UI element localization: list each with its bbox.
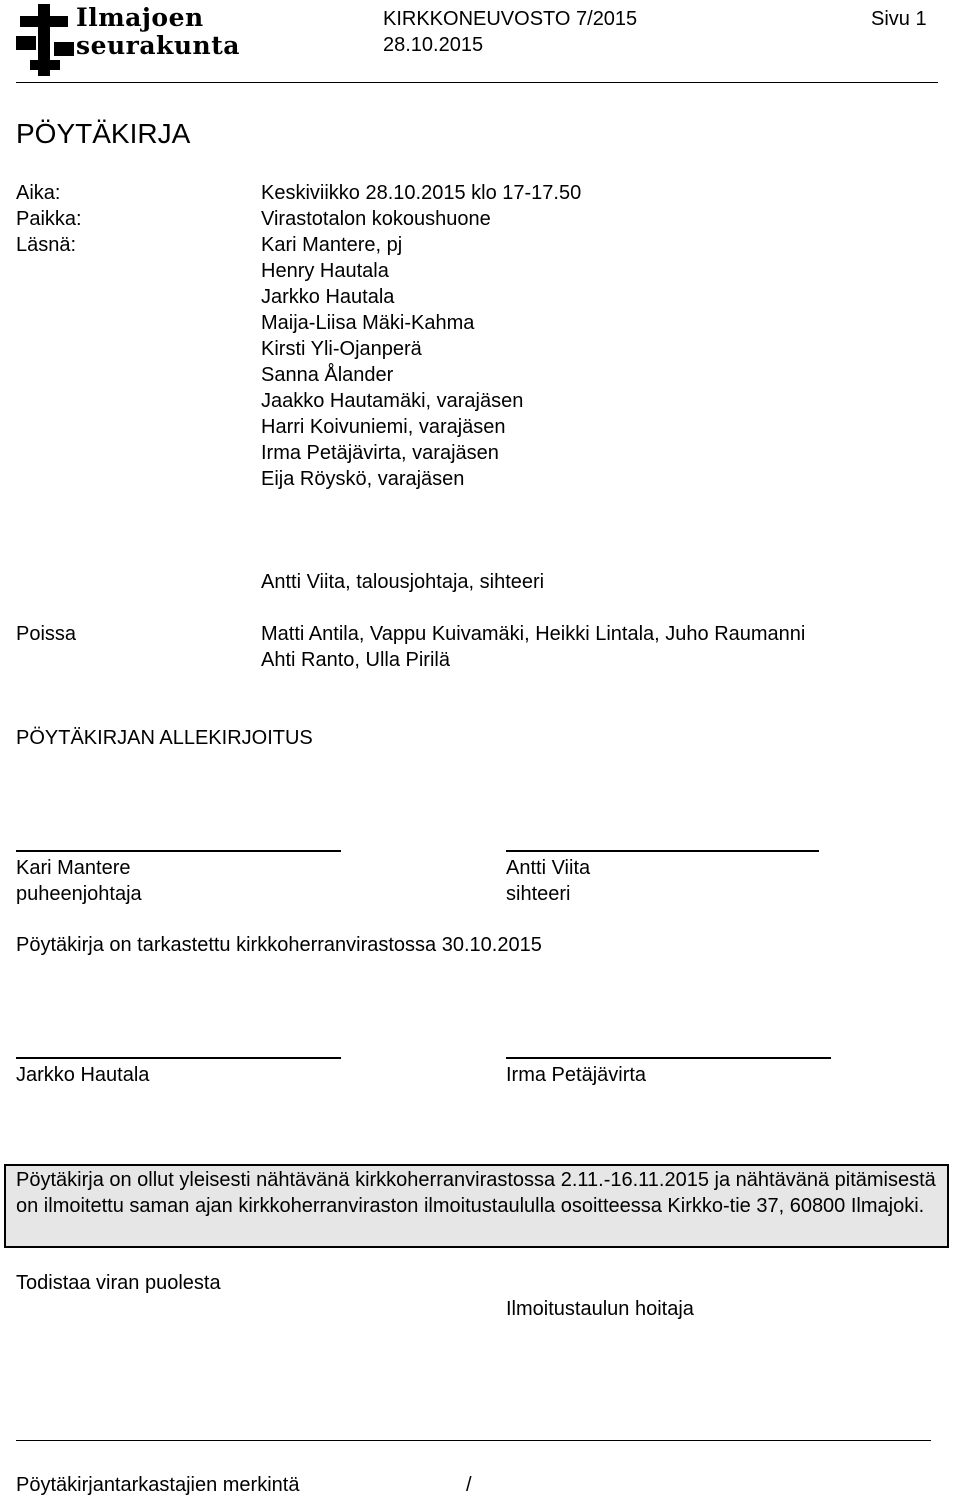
certification-label: Todistaa viran puolesta: [16, 1272, 221, 1294]
place-label: Paikka:: [16, 208, 82, 230]
present-member: Harri Koivuniemi, varajäsen: [261, 416, 506, 438]
absent-label: Poissa: [16, 623, 77, 645]
inspection-note: Pöytäkirja on tarkastettu kirkkoherranvirastossa 30.10.2015: [16, 934, 542, 956]
cross-icon: [16, 2, 74, 78]
secretary-role: sihteeri: [506, 883, 571, 905]
place-value: Virastotalon kokoushuone: [261, 208, 491, 230]
page-number: Sivu 1: [871, 8, 927, 30]
header-divider: [16, 82, 938, 83]
present-member: Kirsti Yli-Ojanperä: [261, 338, 422, 360]
logo-text-line1: Ilmajoen: [76, 3, 204, 32]
page-title: PÖYTÄKIRJA: [16, 118, 191, 149]
parish-logo: [16, 2, 246, 78]
secretary-line: Antti Viita, talousjohtaja, sihteeri: [261, 571, 545, 593]
present-member: Kari Mantere, pj: [261, 234, 403, 256]
document-title: KIRKKONEUVOSTO 7/2015: [383, 8, 638, 30]
document-date: 28.10.2015: [383, 34, 484, 56]
inspector-2-name: Irma Petäjävirta: [506, 1064, 647, 1086]
secretary-name: Antti Viita: [506, 857, 591, 879]
signature-line-secretary: [506, 850, 819, 852]
inspector-1-name: Jarkko Hautala: [16, 1064, 150, 1086]
present-member: Jaakko Hautamäki, varajäsen: [261, 390, 524, 412]
time-value: Keskiviikko 28.10.2015 klo 17-17.50: [261, 182, 582, 204]
present-member: Irma Petäjävirta, varajäsen: [261, 442, 499, 464]
absent-line-2: Ahti Ranto, Ulla Pirilä: [261, 649, 450, 671]
signatures-heading: PÖYTÄKIRJAN ALLEKIRJOITUS: [16, 727, 313, 749]
present-member: Maija-Liisa Mäki-Kahma: [261, 312, 475, 334]
inspectors-mark-label: Pöytäkirjantarkastajien merkintä: [16, 1474, 300, 1496]
public-notice-box: [4, 1164, 949, 1248]
public-notice-text: Pöytäkirja on ollut yleisesti nähtävänä kirkkoherranvirastossa 2.11.-16.11.2015 ja nähtävänä pitämisestä on ilmoitettu saman ajan kirkkoherranviraston ilmoitustaululla osoitteessa Kirkko-tie 37, 60800 Ilmajoki.: [16, 1169, 936, 1217]
chair-role: puheenjohtaja: [16, 883, 142, 905]
signature-line-inspector-2: [506, 1057, 831, 1059]
present-member: Sanna Ålander: [261, 364, 394, 386]
footer-divider: [16, 1440, 931, 1441]
absent-line-1: Matti Antila, Vappu Kuivamäki, Heikki Lintala, Juho Raumanni: [261, 623, 806, 645]
time-label: Aika:: [16, 182, 61, 204]
inspectors-mark-slash: /: [466, 1474, 472, 1496]
logo-text-line2: seurakunta: [76, 31, 240, 60]
signature-line-chair: [16, 850, 341, 852]
present-member: Jarkko Hautala: [261, 286, 395, 308]
signature-line-inspector-1: [16, 1057, 341, 1059]
present-member: Eija Röyskö, varajäsen: [261, 468, 465, 490]
chair-name: Kari Mantere: [16, 857, 131, 879]
notice-board-keeper: Ilmoitustaulun hoitaja: [506, 1298, 694, 1320]
present-member: Henry Hautala: [261, 260, 389, 282]
present-label: Läsnä:: [16, 234, 77, 256]
